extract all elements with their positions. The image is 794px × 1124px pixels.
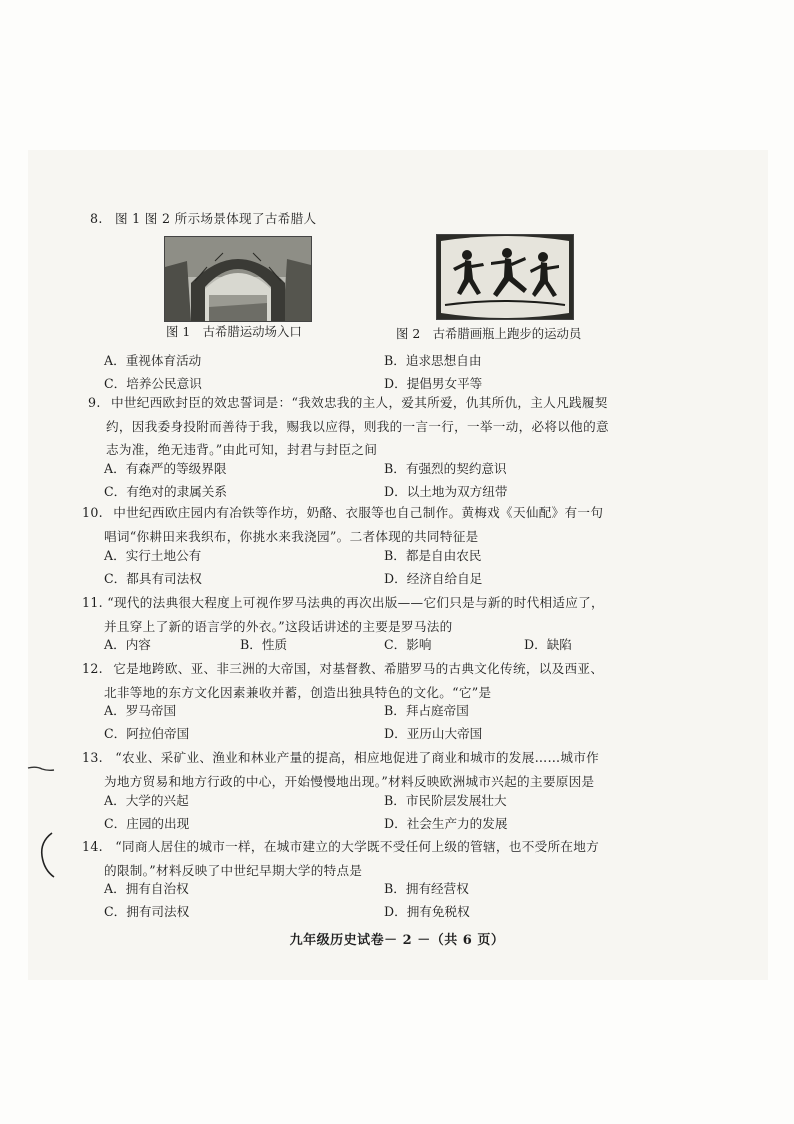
- question-stem-line: 唱词“你耕田来我织布，你挑水来我浇园”。二者体现的共同特征是: [104, 528, 479, 544]
- option-c[interactable]: C．有绝对的隶属关系: [104, 484, 227, 499]
- option-c[interactable]: C．都具有司法权: [104, 571, 202, 586]
- option-b[interactable]: B．市民阶层发展壮大: [384, 793, 507, 808]
- option-c[interactable]: C．培养公民意识: [104, 376, 202, 391]
- question-stem: 图 1 图 2 所示场景体现了古希腊人: [114, 211, 317, 226]
- option-c[interactable]: C．阿拉伯帝国: [104, 726, 190, 741]
- option-b[interactable]: B．拜占庭帝国: [384, 703, 469, 718]
- option-b[interactable]: B．都是自由农民: [384, 548, 482, 563]
- option-d[interactable]: D．拥有免税权: [384, 904, 470, 919]
- question-stem-line: 中世纪西欧封臣的效忠誓词是：“我效忠我的主人，爱其所爱，仇其所仇，主人凡践履契: [110, 395, 608, 410]
- question-stem-line: 北非等地的东方文化因素兼收并蓄，创造出独具特色的文化。“它”是: [104, 684, 492, 700]
- question-stem-line: 它是地跨欧、亚、非三洲的大帝国，对基督教、希腊罗马的古典文化传统，以及西亚、: [113, 661, 604, 676]
- option-a[interactable]: A．罗马帝国: [104, 703, 177, 718]
- question-11: [82, 591, 742, 638]
- option-a[interactable]: A．有森严的等级界限: [104, 461, 227, 476]
- question-14: [82, 835, 742, 882]
- option-a[interactable]: A．拥有自治权: [104, 881, 189, 896]
- question-number: 11.: [82, 595, 103, 610]
- option-d[interactable]: D．经济自给自足: [384, 571, 483, 586]
- question-number: 9.: [88, 395, 101, 410]
- option-c[interactable]: C．拥有司法权: [104, 904, 190, 919]
- question-stem-line: “同商人居住的城市一样，在城市建立的大学既不受任何上级的管辖，也不受所在地方: [115, 839, 600, 854]
- question-number: 12.: [82, 661, 103, 676]
- figure-1-stadium-entrance-image: [164, 236, 312, 322]
- question-stem-line: 并且穿上了新的语言学的外衣。”这段话讲述的主要是罗马法的: [104, 618, 453, 634]
- question-stem-line: 的限制。”材料反映了中世纪早期大学的特点是: [104, 862, 363, 878]
- option-a[interactable]: A．重视体育活动: [104, 353, 202, 368]
- pen-dash-mark: [26, 762, 56, 776]
- question-stem-line: 志为准，绝无违背。”由此可知，封君与封臣之间: [106, 442, 378, 457]
- question-stem-line: “农业、采矿业、渔业和林业产量的提高，相应地促进了商业和城市的发展……城市作: [115, 750, 600, 765]
- option-a[interactable]: A．实行土地公有: [104, 548, 202, 563]
- question-stem-line: “现代的法典很大程度上可视作罗马法典的再次出版——它们只是与新的时代相适应了，: [107, 595, 604, 610]
- question-stem-line: 中世纪西欧庄园内有冶铁等作坊，奶酪、衣服等也自己制作。黄梅戏《天仙配》有一句: [113, 505, 604, 520]
- question-12: [82, 657, 742, 704]
- option-b[interactable]: B．拥有经营权: [384, 881, 469, 896]
- question-13: [82, 746, 742, 793]
- option-b[interactable]: B．性质: [240, 637, 288, 652]
- figure-2-vase-runners-image: [436, 234, 574, 320]
- question-9: [88, 391, 748, 462]
- option-b[interactable]: B．追求思想自由: [384, 353, 482, 368]
- figure-2-caption: 图 2 古希腊画瓶上跑步的运动员: [396, 326, 582, 341]
- option-d[interactable]: D．提倡男女平等: [384, 376, 483, 391]
- option-c[interactable]: C．影响: [384, 637, 432, 652]
- question-8: [90, 207, 750, 231]
- option-d[interactable]: D．以土地为双方纽带: [384, 484, 508, 499]
- question-number: 10.: [82, 505, 103, 520]
- option-c[interactable]: C．庄园的出现: [104, 816, 190, 831]
- pen-bracket-mark: [36, 830, 58, 880]
- question-stem-line: 约，因我委身投附而善待于我，赐我以应得，则我的一言一行，一举一动，必将以他的意: [106, 418, 609, 434]
- option-b[interactable]: B．有强烈的契约意识: [384, 461, 507, 476]
- figure-1-caption: 图 1 古希腊运动场入口: [166, 324, 302, 339]
- page-footer: 九年级历史试卷－ 2 －（共 6 页）: [289, 933, 505, 948]
- question-10: [82, 501, 742, 548]
- question-number: 13.: [82, 750, 103, 765]
- option-d[interactable]: D．缺陷: [524, 637, 572, 652]
- option-a[interactable]: A．内容: [104, 637, 151, 652]
- question-number: 8.: [90, 211, 103, 226]
- option-a[interactable]: A．大学的兴起: [104, 793, 189, 808]
- option-d[interactable]: D．亚历山大帝国: [384, 726, 483, 741]
- question-number: 14.: [82, 839, 103, 854]
- question-stem-line: 为地方贸易和地方行政的中心，开始慢慢地出现。”材料反映欧洲城市兴起的主要原因是: [104, 773, 595, 789]
- option-d[interactable]: D．社会生产力的发展: [384, 816, 508, 831]
